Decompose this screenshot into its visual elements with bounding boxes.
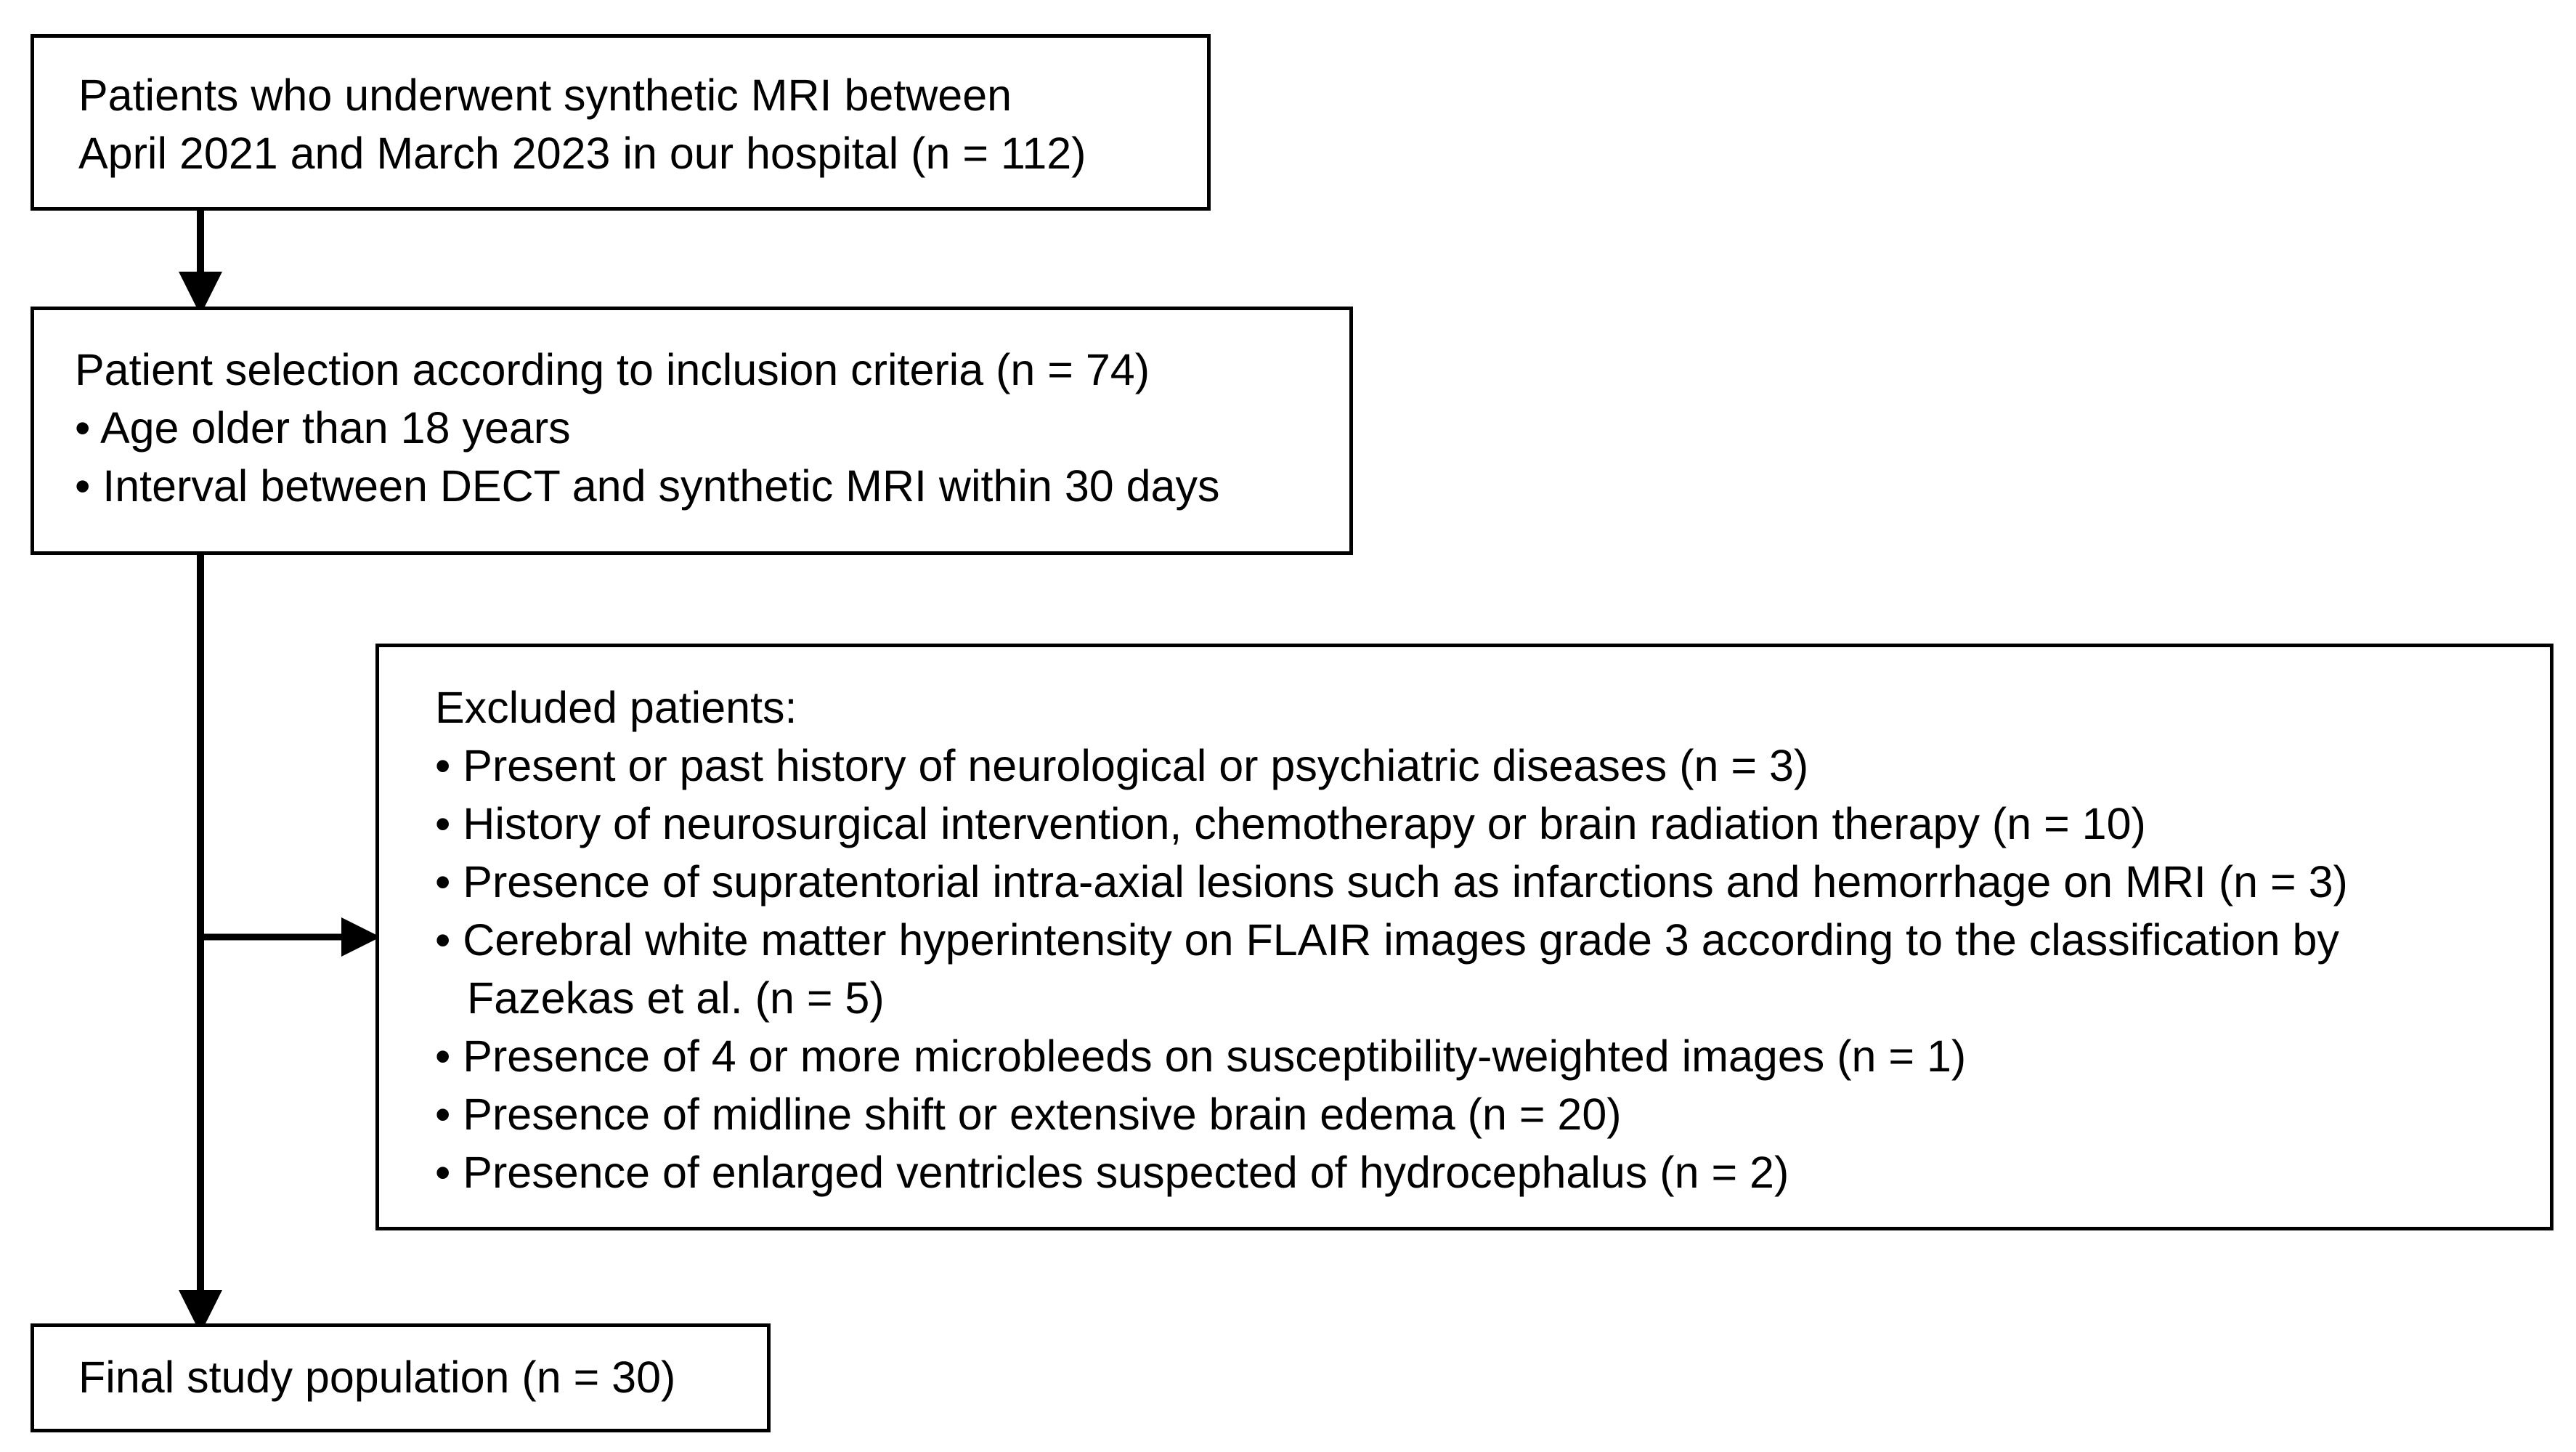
exclusion-item-white-matter: • Cerebral white matter hyperintensity on FLAIR images grade 3 according to the classification by [435, 915, 2339, 965]
exclusion-item-microbleeds: • Presence of 4 or more microbleeds on susceptibility-weighted images (n = 1) [435, 1031, 1967, 1081]
inclusion-heading: Patient selection according to inclusion criteria (n = 74) [75, 345, 1150, 394]
inclusion-criteria-box [31, 307, 1353, 555]
excluded-heading: Excluded patients: [435, 683, 797, 732]
total-patients-box [31, 34, 1211, 211]
exclusion-item-lesions: • Presence of supratentorial intra-axial lesions such as infarctions and hemorrhage on MRI (n = 3) [435, 857, 2348, 907]
inclusion-criterion-age: • Age older than 18 years [75, 403, 571, 453]
exclusion-item-midline-shift: • Presence of midline shift or extensive brain edema (n = 20) [435, 1090, 1622, 1139]
exclusion-item-neurosurgery: • History of neurosurgical intervention, chemotherapy or brain radiation therapy (n = 10) [435, 799, 2146, 848]
final-population-label: Final study population (n = 30) [78, 1352, 676, 1402]
final-population-box [31, 1323, 771, 1432]
exclusion-item-white-matter-cont: Fazekas et al. (n = 5) [467, 973, 885, 1023]
total-patients-line-2: April 2021 and March 2023 in our hospital (n = 112) [78, 129, 1086, 178]
inclusion-criterion-interval: • Interval between DECT and synthetic MRI within 30 days [75, 461, 1220, 511]
excluded-patients-box [375, 644, 2553, 1230]
exclusion-item-neuro-psych: • Present or past history of neurological or psychiatric diseases (n = 3) [435, 741, 1809, 790]
exclusion-item-ventricles: • Presence of enlarged ventricles suspected of hydrocephalus (n = 2) [435, 1148, 1789, 1197]
total-patients-line-1: Patients who underwent synthetic MRI between [78, 70, 1012, 120]
